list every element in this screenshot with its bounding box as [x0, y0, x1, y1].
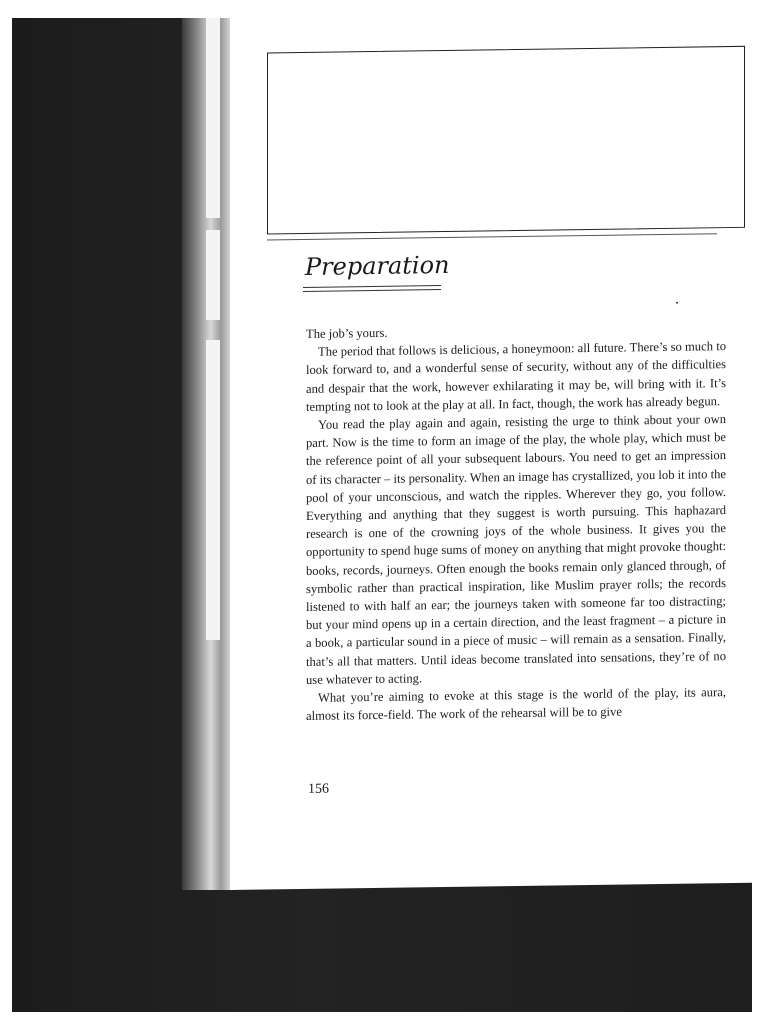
- spine-highlight: [206, 18, 220, 218]
- title-underline: [303, 289, 441, 292]
- book-page: [230, 11, 752, 890]
- blank-image-box: [267, 46, 745, 235]
- speck: [676, 302, 678, 304]
- paragraph: The job’s yours.: [306, 325, 388, 341]
- body-text: [306, 319, 726, 725]
- paragraph: The period that follows is delicious, a honeymoon: all future. There’s so much to look forward to, and a wonderful sense of security, without any of the difficulties and despair that the work, however exhilarating it may be, will bring with it. It’s tempting not to look at the play at all. In fact, though, the work has already begun.: [306, 339, 726, 414]
- top-rule: [267, 233, 717, 240]
- title-underline: [303, 285, 441, 288]
- chapter-title: Preparation: [305, 250, 450, 281]
- paragraph: What you’re aiming to evoke at this stage is the world of the play, its aura, almost its force-field. The work of the rehearsal will be to give: [306, 685, 726, 724]
- paragraph: You read the play again and again, resisting the urge to think about your own part. Now is the time to form an image of the play, the whole play, which must be the reference point of all your subsequent labours. You need to get an impression of its character – its personality. When an image has crystallized, you lob it into the pool of your unconscious, and watch the ripples. Wherever they go, you follow. Everything and anything that they suggest is worth pursuing. This haphazard research is one of the crowning joys of the whole business. It gives you the opportunity to spend huge sums of money on anything that might provoke thought: books, records, journeys. Often enough the books remain only glanced through, of symbolic rather than practical inspiration, like Muslim prayer rolls; the records listened to with half an ear; the journeys taken with someone far too distracting; but your mind opens up in a certain direction, and the least fragment – a picture in a book, a particular sound in a piece of music – will remain as a sensation. Finally, that’s all that matters. Until ideas become translated into sensations, they’re of no use whatever to acting.: [306, 412, 726, 687]
- spine-highlight: [206, 340, 220, 640]
- spine-highlight: [206, 230, 220, 320]
- page-number: 156: [308, 781, 329, 797]
